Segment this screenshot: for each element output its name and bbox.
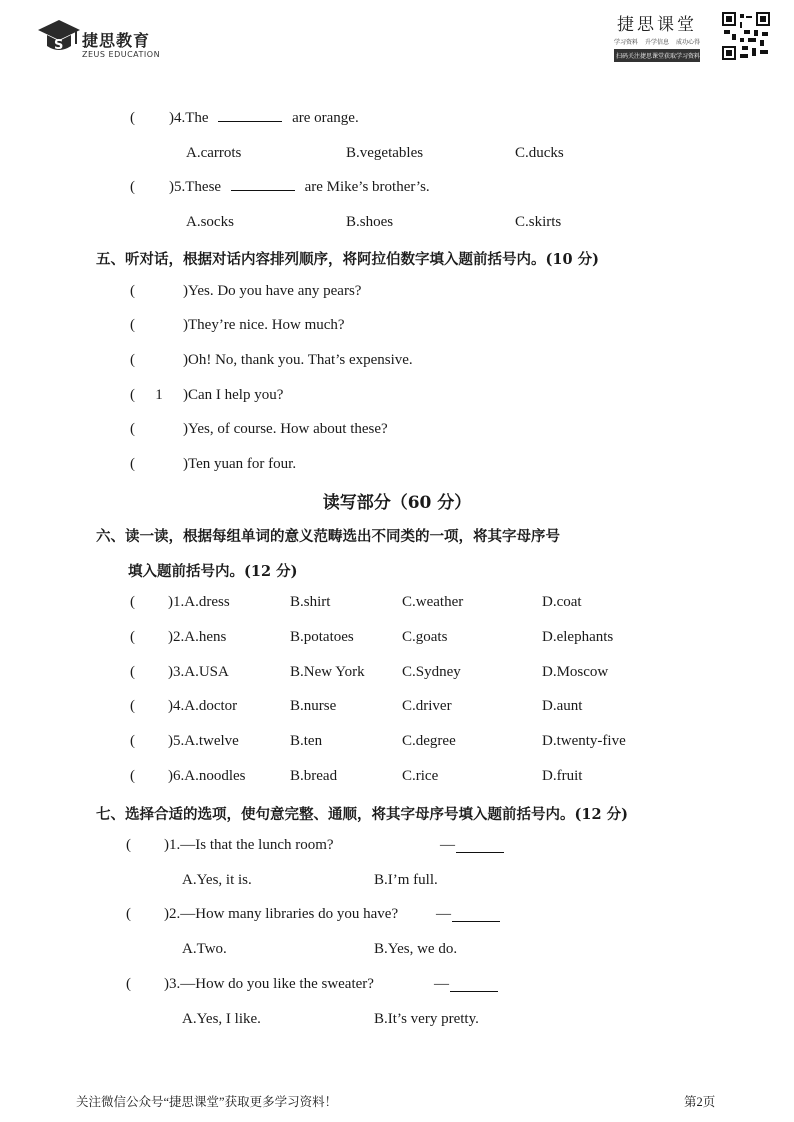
question-text: are orange.	[292, 110, 359, 126]
footer-note: 关注微信公众号“捷思课堂”获取更多学习资料！	[76, 1095, 338, 1109]
option: B.It’s very pretty.	[374, 1011, 479, 1027]
answer-box[interactable]: 1	[155, 387, 163, 403]
dialogue-line: ( 1 )Can I help you?	[130, 387, 284, 403]
answer-paren-close: )	[169, 110, 174, 126]
question-4	[130, 110, 359, 127]
qr-code-icon	[722, 12, 770, 60]
brand-tag: 升学信息	[644, 39, 669, 46]
question-5	[130, 179, 430, 196]
graduation-cap-icon	[38, 16, 80, 62]
zeus-logo	[38, 16, 168, 64]
page-number: 第2页	[684, 1095, 716, 1109]
brand-tag: 成功心得	[675, 39, 700, 46]
word-group-row: ( )2.A.hens B.potatoes C.goats D.elephants	[130, 629, 614, 645]
section-5-title: 五、听对话，根据对话内容排列顺序，将阿拉伯数字填入题前括号内。(10 分)	[96, 251, 599, 268]
svg-text:S: S	[54, 38, 64, 53]
option: C.skirts	[515, 214, 562, 230]
option: C.ducks	[515, 145, 564, 161]
question-text: 4.The	[174, 110, 209, 126]
brand-tags	[614, 37, 700, 46]
logo-english-name: ZEUS EDUCATION	[82, 50, 161, 59]
dialogue-line: ( )They’re nice. How much?	[130, 317, 345, 333]
option: A.carrots	[186, 145, 242, 161]
dialogue-question: ( )3.—How do you like the sweater? —	[126, 976, 526, 1000]
fill-blank[interactable]	[231, 190, 295, 191]
fill-blank[interactable]	[452, 921, 500, 922]
answer-paren-close: )	[169, 179, 174, 195]
dialogue-line: ( )Yes, of course. How about these?	[130, 421, 388, 437]
brand-tag: 学习资料	[614, 39, 639, 46]
dialogue-line: ( )Oh! No, thank you. That’s expensive.	[130, 352, 413, 368]
section-6-title-cont: 填入题前括号内。(12 分)	[128, 563, 298, 580]
dialogue-line: ( )Yes. Do you have any pears?	[130, 283, 362, 299]
dialogue-line: ( )Ten yuan for four.	[130, 456, 297, 472]
option: B.vegetables	[346, 145, 424, 161]
brand-block	[614, 10, 700, 62]
question-text: 5.These	[174, 179, 222, 195]
word-group-row: ( )5.A.twelve B.ten C.degree D.twenty-five	[130, 733, 626, 749]
word-group-row: ( )1.A.dress B.shirt C.weather D.coat	[130, 594, 582, 610]
section-7-title: 七、选择合适的选项，使句意完整、通顺，将其字母序号填入题前括号内。(12 分)	[96, 806, 628, 823]
word-group-row: ( )3.A.USA B.New York C.Sydney D.Moscow	[130, 664, 609, 680]
brand-title: 捷思课堂	[617, 15, 697, 35]
word-group-row: ( )6.A.noodles B.bread C.rice D.fruit	[130, 768, 583, 784]
fill-blank[interactable]	[218, 121, 282, 122]
option: A.Yes, it is.	[182, 872, 252, 888]
answer-paren-open: (	[130, 110, 135, 126]
option: B.Yes, we do.	[374, 941, 458, 957]
part-title: 读写部分（60 分）	[322, 493, 472, 513]
answer-paren-open: (	[130, 179, 135, 195]
brand-bar: 扫码关注捷思课堂获取学习资料	[614, 49, 700, 62]
word-group-row: ( )4.A.doctor B.nurse C.driver D.aunt	[130, 698, 583, 714]
option: A.Two.	[182, 941, 227, 957]
option: B.shoes	[346, 214, 394, 230]
option: B.I’m full.	[374, 872, 438, 888]
fill-blank[interactable]	[456, 852, 504, 853]
fill-blank[interactable]	[450, 991, 498, 992]
option: A.Yes, I like.	[182, 1011, 261, 1027]
option: A.socks	[186, 214, 234, 230]
question-text: are Mike’s brother’s.	[304, 179, 430, 195]
section-6-title: 六、读一读，根据每组单词的意义范畴选出不同类的一项，将其字母序号	[96, 528, 560, 545]
dialogue-question: ( )2.—How many libraries do you have? —	[126, 906, 526, 930]
logo-chinese-name: 捷思教育	[82, 31, 151, 50]
dialogue-question: ( )1.—Is that the lunch room? —	[126, 837, 526, 861]
